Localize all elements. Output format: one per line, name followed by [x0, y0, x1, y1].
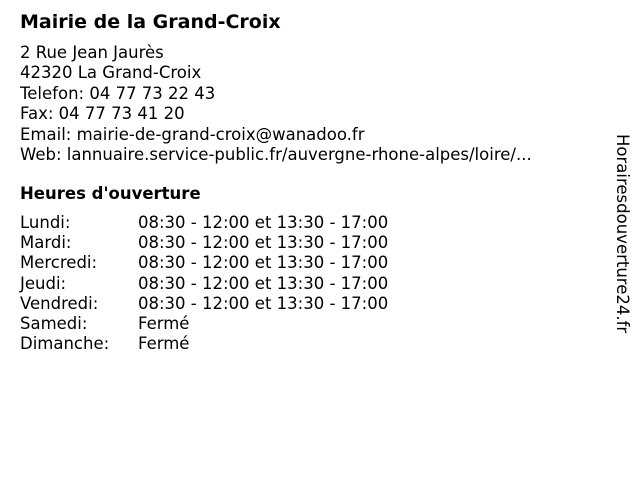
day-label: Vendredi: — [20, 293, 99, 313]
fax-number: Fax: 04 77 73 41 20 — [20, 104, 185, 124]
day-hours: 08:30 - 12:00 et 13:30 - 17:00 — [138, 253, 389, 273]
website-url: Web: lannuaire.service-public.fr/auvergne-rhone-alpes/loire/... — [20, 144, 532, 164]
hours-row-wednesday — [20, 253, 460, 273]
contact-block — [20, 43, 532, 165]
day-label: Mercredi: — [20, 253, 98, 273]
watermark-text: Horairesdouverture24.fr — [613, 134, 632, 334]
address-street: 2 Rue Jean Jaurès — [20, 43, 164, 62]
address-city: 42320 La Grand-Croix — [20, 63, 202, 83]
hours-row-tuesday — [20, 233, 460, 253]
day-label: Lundi: — [20, 213, 71, 232]
day-label: Dimanche: — [20, 334, 110, 354]
page-title: Mairie de la Grand-Croix — [20, 11, 281, 33]
day-hours: Fermé — [138, 313, 190, 333]
day-hours: Fermé — [138, 334, 190, 354]
day-label: Jeudi: — [20, 273, 67, 293]
day-hours: 08:30 - 12:00 et 13:30 - 17:00 — [138, 293, 389, 313]
site-watermark — [612, 134, 632, 370]
day-hours: 08:30 - 12:00 et 13:30 - 17:00 — [138, 233, 389, 253]
phone-number: Telefon: 04 77 73 22 43 — [20, 83, 216, 103]
day-hours: 08:30 - 12:00 et 13:30 - 17:00 — [138, 273, 389, 293]
hours-row-monday — [20, 213, 460, 233]
hours-row-sunday — [20, 334, 460, 354]
email-address: Email: mairie-de-grand-croix@wanadoo.fr — [20, 124, 365, 144]
opening-hours-heading: Heures d'ouverture — [20, 184, 201, 203]
hours-row-saturday — [20, 314, 460, 334]
day-label: Mardi: — [20, 233, 72, 253]
day-hours: 08:30 - 12:00 et 13:30 - 17:00 — [138, 213, 389, 232]
hours-row-thursday — [20, 274, 460, 294]
day-label: Samedi: — [20, 313, 88, 333]
hours-row-friday — [20, 294, 460, 314]
opening-hours-table — [20, 213, 460, 354]
